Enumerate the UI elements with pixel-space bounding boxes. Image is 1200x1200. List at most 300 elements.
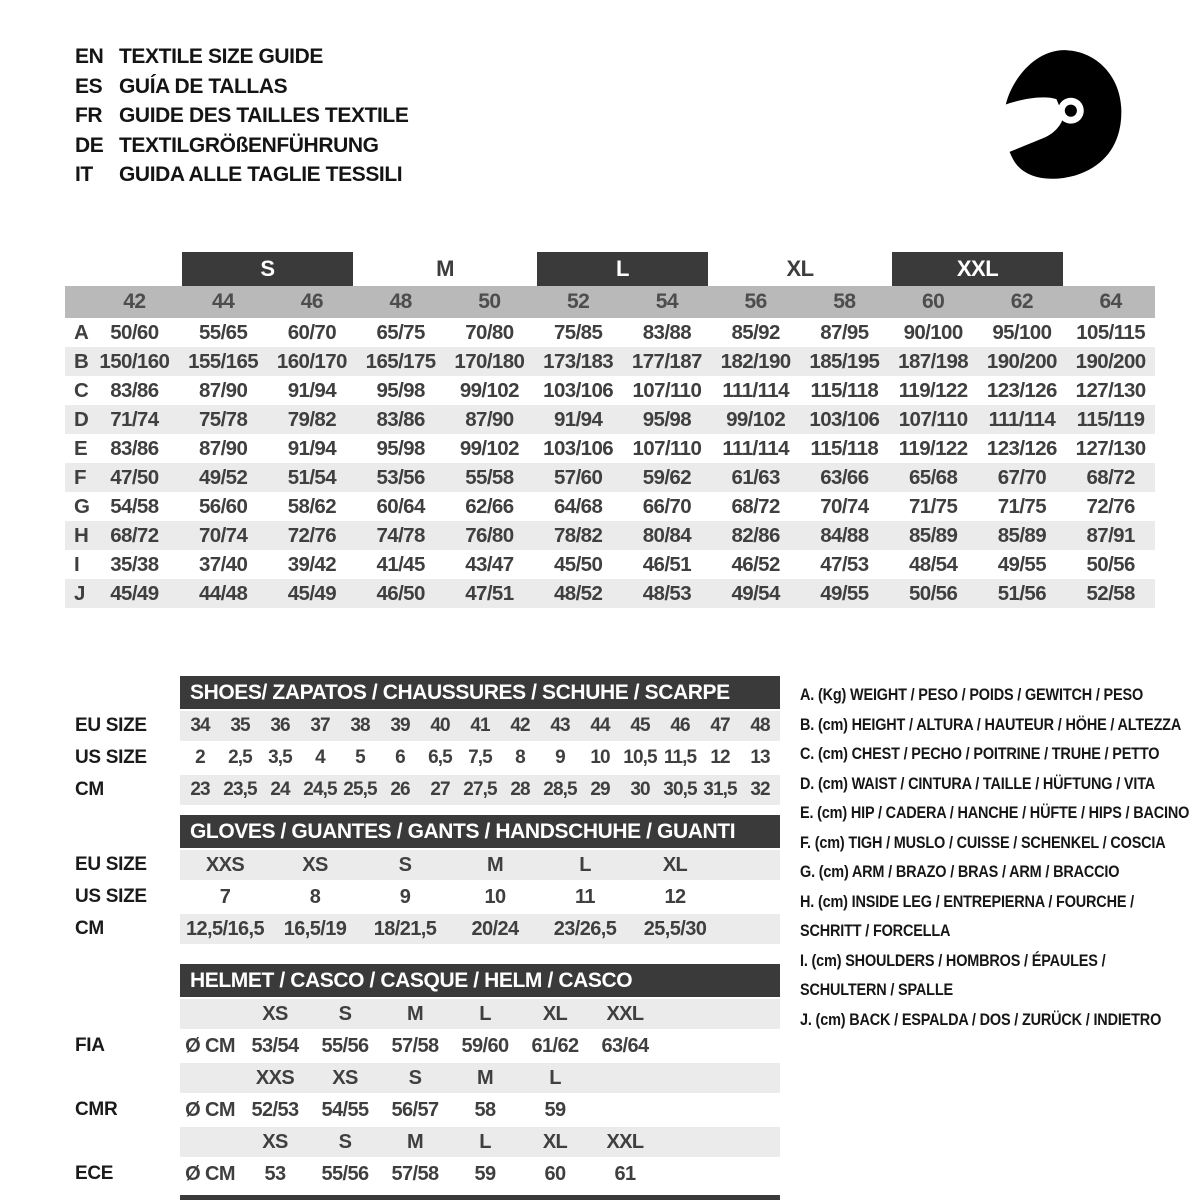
glove-us-size: 10 (484, 885, 506, 908)
helmet-size-label: S (338, 1002, 352, 1025)
glove-cm-range: 16,5/19 (283, 917, 347, 940)
lang-title-fr: GUIDE DES TAILLES TEXTILE (119, 104, 409, 127)
glove-eu-size: S (398, 853, 412, 876)
size-cell: 182/190 (720, 349, 791, 373)
size-cell: 46/52 (731, 552, 780, 576)
shoe-cm-size: 29 (590, 779, 610, 800)
size-cell: 70/80 (465, 320, 514, 344)
size-cell: 165/175 (365, 349, 436, 373)
size-cell: 80/84 (642, 523, 692, 547)
shoe-eu-size: 48 (750, 715, 770, 736)
column-header-cell: 46 (300, 290, 324, 313)
fia-sizes-row (180, 999, 780, 1029)
row-A (65, 318, 1155, 347)
shoe-us-size: 12 (710, 747, 730, 768)
shoe-us-size: 9 (555, 747, 565, 768)
column-header-cell: 56 (744, 290, 767, 313)
size-cell: 123/126 (986, 378, 1057, 402)
shoe-eu-size: 35 (230, 715, 250, 736)
helmet-cm-value: 52/53 (251, 1098, 299, 1121)
shoe-us-size: 7,5 (468, 747, 492, 768)
helmet-size-label: XS (262, 1002, 288, 1025)
legend-line: H. (cm) INSIDE LEG / ENTREPIERNA / FOURCHE / (800, 891, 1135, 911)
shoe-eu-size: 39 (390, 715, 410, 736)
column-header-cell: 52 (566, 290, 590, 313)
size-cell: 70/74 (198, 523, 248, 547)
helmet-size-label: L (479, 1130, 491, 1153)
gloves-eu-row (75, 850, 780, 880)
gloves-us-row (75, 882, 780, 912)
row-letter: J (74, 581, 85, 605)
helmet-cm-value: 53/54 (251, 1034, 299, 1057)
helmet-cm-value: 55/56 (321, 1034, 369, 1057)
shoe-cm-size: 27 (430, 779, 450, 800)
size-cell: 68/72 (1086, 465, 1135, 489)
column-header-cell: 58 (833, 290, 856, 313)
size-cell: 103/106 (543, 378, 614, 402)
size-cell: 185/195 (809, 349, 880, 373)
diameter-label: Ø CM (185, 1034, 235, 1057)
size-cell: 50/56 (1086, 552, 1135, 576)
size-cell: 160/170 (276, 349, 347, 373)
measurement-legend (800, 680, 1189, 1034)
size-cell: 49/54 (731, 581, 780, 605)
glove-cm-range: 20/24 (471, 917, 519, 940)
size-cell: 85/92 (731, 320, 780, 344)
helmet-size-label: XL (542, 1002, 568, 1025)
size-cell: 48/52 (553, 581, 603, 605)
legend-line: G. (cm) ARM / BRAZO / BRAS / ARM / BRACCIO (800, 862, 1120, 881)
shoe-eu-size: 36 (270, 715, 290, 736)
size-cell: 46/51 (642, 552, 692, 576)
column-header-cell: 44 (211, 290, 235, 313)
textile-size-table (65, 252, 1155, 608)
racing-helmet-icon (983, 36, 1127, 194)
size-cell: 71/74 (110, 407, 159, 431)
helmet-cm-value: 61/62 (531, 1034, 579, 1057)
cmr-sizes-row (180, 1063, 780, 1093)
size-cell: 103/106 (543, 436, 614, 460)
diameter-label: Ø CM (185, 1098, 235, 1121)
shoe-eu-size: 46 (670, 715, 690, 736)
lang-code-fr: FR (75, 104, 103, 127)
shoe-cm-size: 27,5 (463, 779, 497, 800)
size-cell: 127/130 (1075, 436, 1146, 460)
size-cell: 87/90 (198, 378, 248, 402)
size-cell: 87/90 (465, 407, 514, 431)
size-cell: 170/180 (454, 349, 525, 373)
size-cell: 72/76 (1086, 494, 1135, 518)
size-cell: 48/53 (642, 581, 692, 605)
helmet-cm-value: 58 (474, 1098, 496, 1121)
helmet-size-label: XL (542, 1130, 568, 1153)
helmet-size-label: S (408, 1066, 422, 1089)
shoes-title-bar: SHOES/ ZAPATOS / CHAUSSURES / SCHUHE / SCARPE (180, 676, 780, 709)
fia-values-row (75, 1031, 780, 1061)
row-D (65, 405, 1155, 434)
size-cell: 75/78 (198, 407, 248, 431)
helmet-size-label: L (549, 1066, 561, 1089)
size-cell: 79/82 (287, 407, 337, 431)
lang-code-es: ES (75, 74, 103, 98)
helmet-size-label: L (479, 1002, 491, 1025)
size-cell: 39/42 (287, 552, 337, 576)
helmet-size-label: M (406, 1002, 424, 1025)
size-cell: 51/54 (287, 465, 337, 489)
size-cell: 91/94 (553, 407, 603, 431)
row-letter: D (74, 407, 89, 431)
glove-eu-size: XS (302, 853, 328, 876)
glove-us-size: 9 (399, 885, 411, 908)
size-cell: 173/183 (543, 349, 614, 373)
size-group-s: S (182, 252, 354, 286)
glove-cm-range: 12,5/16,5 (185, 917, 264, 940)
row-letter: G (74, 494, 90, 518)
size-cell: 62/66 (465, 494, 514, 518)
column-header-cell: 62 (1010, 290, 1034, 313)
shoe-us-size: 5 (355, 747, 365, 768)
shoe-cm-size: 24,5 (303, 779, 337, 800)
helmet-table (75, 964, 780, 1189)
size-cell: 190/200 (1075, 349, 1146, 373)
row-I (65, 550, 1155, 579)
size-cell: 119/122 (898, 378, 968, 402)
legend-line: SCHRITT / FORCELLA (800, 921, 951, 940)
size-cell: 95/98 (376, 378, 425, 402)
size-cell: 99/102 (459, 436, 519, 460)
size-cell: 127/130 (1075, 378, 1146, 402)
helmet-cm-value: 54/55 (321, 1098, 369, 1121)
accessory-size-tables (75, 676, 787, 1189)
shoe-cm-size: 28,5 (543, 779, 577, 800)
size-cell: 84/88 (820, 523, 869, 547)
size-cell: 74/78 (376, 523, 425, 547)
size-cell: 115/118 (810, 378, 879, 402)
row-E (65, 434, 1155, 463)
size-cell: 67/70 (997, 465, 1047, 489)
fia-label: FIA (75, 1035, 105, 1056)
shoe-us-size: 13 (750, 747, 770, 768)
ece-values-row (75, 1159, 780, 1189)
shoe-cm-size: 31,5 (703, 779, 737, 800)
shoes-cm-row (75, 775, 780, 805)
size-cell: 56/60 (198, 494, 248, 518)
shoe-us-size: 6 (395, 747, 405, 768)
row-letter: I (74, 552, 80, 576)
size-cell: 52/58 (1086, 581, 1135, 605)
size-cell: 61/63 (731, 465, 780, 489)
size-cell: 60/64 (376, 494, 425, 518)
legend-line: SCHULTERN / SPALLE (800, 980, 953, 999)
size-cell: 83/86 (376, 407, 425, 431)
language-title-block (75, 42, 408, 190)
shoe-us-size: 10,5 (623, 747, 657, 768)
shoe-eu-size: 41 (470, 715, 490, 736)
row-letter: C (74, 378, 89, 402)
shoe-us-size: 8 (515, 747, 525, 768)
size-cell: 35/38 (110, 552, 159, 576)
size-cell: 115/118 (810, 436, 879, 460)
size-cell: 65/75 (376, 320, 425, 344)
size-cell: 49/52 (198, 465, 248, 489)
size-cell: 46/50 (376, 581, 425, 605)
gloves-title-bar: GLOVES / GUANTES / GANTS / HANDSCHUHE / GUANTI (180, 815, 780, 848)
size-cell: 155/165 (188, 349, 259, 373)
shoe-cm-size: 23 (190, 779, 210, 800)
size-cell: 37/40 (198, 552, 248, 576)
legend-line: C. (cm) CHEST / PECHO / POITRINE / TRUHE / PETTO (800, 744, 1160, 763)
column-header-cell: 50 (478, 290, 501, 313)
glove-cm-range: 25,5/30 (643, 917, 707, 940)
row-letter: F (74, 465, 86, 489)
helmet-size-label: XXS (255, 1066, 295, 1089)
helmet-cm-value: 55/56 (321, 1162, 369, 1185)
legend-line: E. (cm) HIP / CADERA / HANCHE / HÜFTE / HIPS / BACINO (800, 803, 1190, 822)
row-letter: E (74, 436, 88, 460)
size-cell: 99/102 (459, 378, 519, 402)
size-group-xxl: XXL (892, 252, 1064, 286)
size-cell: 91/94 (287, 378, 337, 402)
shoe-eu-size: 38 (350, 715, 370, 736)
helmet-size-label: XS (262, 1130, 288, 1153)
column-header-cell: 48 (389, 290, 412, 313)
ece-label: ECE (75, 1163, 114, 1184)
shoe-eu-size: 43 (550, 715, 570, 736)
shoe-eu-size: 42 (510, 715, 530, 736)
size-cell: 107/110 (898, 407, 968, 431)
size-group-m: M (436, 256, 454, 281)
size-cell: 71/75 (908, 494, 958, 518)
gloves-cm-row (75, 914, 780, 944)
size-cell: 111/114 (722, 378, 789, 402)
lang-title-en: TEXTILE SIZE GUIDE (119, 45, 323, 68)
lang-title-de: TEXTILGRÖßENFÜHRUNG (119, 133, 379, 157)
shoe-eu-size: 37 (310, 715, 330, 736)
glove-eu-size: M (486, 853, 504, 876)
shoe-cm-size: 23,5 (223, 779, 257, 800)
lang-title-es: GUÍA DE TALLAS (119, 74, 288, 98)
shoe-cm-size: 24 (270, 779, 290, 800)
size-cell: 83/86 (110, 436, 159, 460)
size-cell: 65/68 (908, 465, 958, 489)
size-cell: 85/89 (997, 523, 1047, 547)
glove-us-size: 12 (664, 885, 686, 908)
gloves-eu-label: EU SIZE (75, 854, 147, 875)
shoe-us-size: 2 (195, 747, 205, 768)
shoe-cm-size: 32 (750, 779, 770, 800)
size-cell: 75/85 (553, 320, 603, 344)
size-cell: 190/200 (986, 349, 1057, 373)
helmet-cm-value: 59/60 (461, 1034, 509, 1057)
size-cell: 187/198 (898, 349, 969, 373)
size-cell: 103/106 (809, 407, 880, 431)
size-cell: 58/62 (287, 494, 337, 518)
helmet-cm-value: 60 (544, 1162, 566, 1185)
size-cell: 95/100 (992, 320, 1052, 344)
helmet-cm-value: 56/57 (391, 1098, 439, 1121)
glove-cm-range: 23/26,5 (553, 917, 617, 940)
size-cell: 47/51 (465, 581, 514, 605)
size-cell: 63/66 (820, 465, 869, 489)
size-cell: 68/72 (731, 494, 780, 518)
legend-line: F. (cm) TIGH / MUSLO / CUISSE / SCHENKEL / COSCIA (800, 832, 1166, 852)
legend-line: D. (cm) WAIST / CINTURA / TAILLE / HÜFTUNG / VITA (800, 773, 1156, 793)
shoe-eu-size: 40 (430, 715, 450, 736)
ece-sizes-row (180, 1127, 780, 1157)
glove-eu-size: L (579, 853, 591, 876)
row-G (65, 492, 1155, 521)
size-group-xl: XL (786, 256, 814, 281)
size-cell: 59/62 (642, 465, 692, 489)
glove-eu-size: XXS (205, 853, 245, 876)
legend-line: J. (cm) BACK / ESPALDA / DOS / ZURÜCK / INDIETRO (800, 1009, 1162, 1029)
size-cell: 51/56 (997, 581, 1047, 605)
shoe-eu-size: 34 (190, 715, 210, 736)
shoes-eu-row (75, 711, 780, 741)
shoes-eu-label: EU SIZE (75, 715, 147, 736)
size-cell: 107/110 (632, 378, 702, 402)
size-cell: 70/74 (820, 494, 869, 518)
size-cell: 47/50 (110, 465, 159, 489)
helmet-cm-value: 59 (544, 1098, 566, 1121)
shoe-us-size: 10 (590, 747, 610, 768)
legend-line: I. (cm) SHOULDERS / HOMBROS / ÉPAULES / (800, 950, 1106, 970)
size-cell: 99/102 (726, 407, 786, 431)
size-cell: 49/55 (997, 552, 1047, 576)
legend-line: A. (Kg) WEIGHT / PESO / POIDS / GEWITCH / PESO (800, 685, 1144, 704)
helmet-size-label: M (476, 1066, 494, 1089)
size-cell: 45/49 (110, 581, 159, 605)
glove-us-size: 7 (219, 885, 231, 908)
row-J (65, 579, 1155, 608)
helmet-cm-value: 61 (614, 1162, 636, 1185)
size-cell: 60/70 (287, 320, 337, 344)
cmr-values-row (75, 1095, 780, 1125)
shoes-cm-label: CM (75, 779, 104, 800)
shoe-eu-size: 47 (710, 715, 730, 736)
helmet-title-bar: HELMET / CASCO / CASQUE / HELM / CASCO (180, 964, 780, 997)
column-header-cell: 64 (1099, 290, 1122, 313)
shoe-us-size: 6,5 (428, 747, 452, 768)
size-cell: 87/90 (198, 436, 248, 460)
helmet-size-label: XXL (606, 1002, 644, 1025)
glove-us-size: 11 (575, 885, 595, 908)
size-cell: 76/80 (465, 523, 514, 547)
shoe-eu-size: 44 (590, 715, 610, 736)
size-cell: 49/55 (820, 581, 869, 605)
size-cell: 68/72 (110, 523, 159, 547)
size-cell: 90/100 (903, 320, 963, 344)
shoe-eu-size: 45 (630, 715, 650, 736)
column-header-cell: 42 (123, 290, 146, 313)
glove-us-size: 8 (309, 885, 321, 908)
shoe-cm-size: 25,5 (343, 779, 377, 800)
row-C (65, 376, 1155, 405)
gloves-table (75, 815, 780, 944)
legend-line: B. (cm) HEIGHT / ALTURA / HAUTEUR / HÖHE / ALTEZZA (800, 714, 1182, 734)
size-cell: 177/187 (631, 349, 702, 373)
row-F (65, 463, 1155, 492)
size-cell: 95/98 (376, 436, 425, 460)
shoe-us-size: 2,5 (228, 747, 252, 768)
glove-eu-size: XL (662, 853, 688, 876)
row-letter: B (74, 349, 89, 373)
helmet-cm-value: 57/58 (391, 1034, 439, 1057)
size-cell: 55/58 (465, 465, 514, 489)
size-cell: 43/47 (465, 552, 514, 576)
helmet-size-label: M (406, 1130, 424, 1153)
size-cell: 78/82 (553, 523, 603, 547)
glove-cm-range: 18/21,5 (373, 917, 437, 940)
shoe-cm-size: 30,5 (663, 779, 697, 800)
helmet-size-label: XXL (606, 1130, 644, 1153)
size-cell: 107/110 (632, 436, 702, 460)
size-cell: 105/115 (1076, 320, 1146, 344)
size-cell: 50/56 (908, 581, 958, 605)
size-cell: 64/68 (553, 494, 603, 518)
shoe-cm-size: 26 (390, 779, 410, 800)
size-cell: 45/49 (287, 581, 337, 605)
helmet-size-label: S (338, 1130, 352, 1153)
size-cell: 66/70 (642, 494, 692, 518)
clipped-section-bar (180, 1195, 780, 1200)
size-cell: 91/94 (287, 436, 337, 460)
size-cell: 87/95 (820, 320, 869, 344)
gloves-us-label: US SIZE (75, 886, 147, 907)
size-cell: 150/160 (99, 349, 170, 373)
shoes-us-label: US SIZE (75, 747, 147, 768)
shoes-table (75, 676, 780, 805)
row-B (65, 347, 1155, 376)
shoe-cm-size: 28 (510, 779, 530, 800)
size-cell: 41/45 (376, 552, 425, 576)
size-group-l: L (537, 252, 709, 286)
row-letter: H (74, 523, 89, 547)
size-cell: 72/76 (287, 523, 337, 547)
size-cell: 54/58 (110, 494, 159, 518)
shoes-us-row (75, 743, 780, 773)
size-cell: 83/88 (642, 320, 692, 344)
helmet-size-label: XS (332, 1066, 358, 1089)
cmr-label: CMR (75, 1099, 118, 1120)
size-cell: 115/119 (1076, 407, 1145, 431)
size-cell: 111/114 (988, 407, 1056, 431)
size-cell: 83/86 (110, 378, 159, 402)
size-cell: 48/54 (908, 552, 958, 576)
numeric-size-header (65, 286, 1155, 318)
size-cell: 47/53 (820, 552, 869, 576)
row-letter: A (74, 320, 89, 344)
shoe-us-size: 11,5 (663, 747, 697, 768)
size-cell: 50/60 (110, 320, 159, 344)
helmet-cm-value: 53 (264, 1162, 286, 1185)
diameter-label: Ø CM (185, 1162, 235, 1185)
size-cell: 57/60 (553, 465, 603, 489)
size-cell: 55/65 (198, 320, 248, 344)
lang-code-it: IT (75, 163, 93, 186)
helmet-cm-value: 63/64 (601, 1034, 649, 1057)
size-cell: 71/75 (997, 494, 1047, 518)
row-H (65, 521, 1155, 550)
lang-title-it: GUIDA ALLE TAGLIE TESSILI (119, 163, 403, 186)
column-header-cell: 60 (921, 290, 945, 313)
size-cell: 111/114 (722, 436, 789, 460)
size-cell: 85/89 (908, 523, 958, 547)
size-cell: 44/48 (198, 581, 248, 605)
shoe-us-size: 3,5 (268, 747, 292, 768)
size-cell: 95/98 (642, 407, 692, 431)
size-group-header (65, 252, 1155, 286)
